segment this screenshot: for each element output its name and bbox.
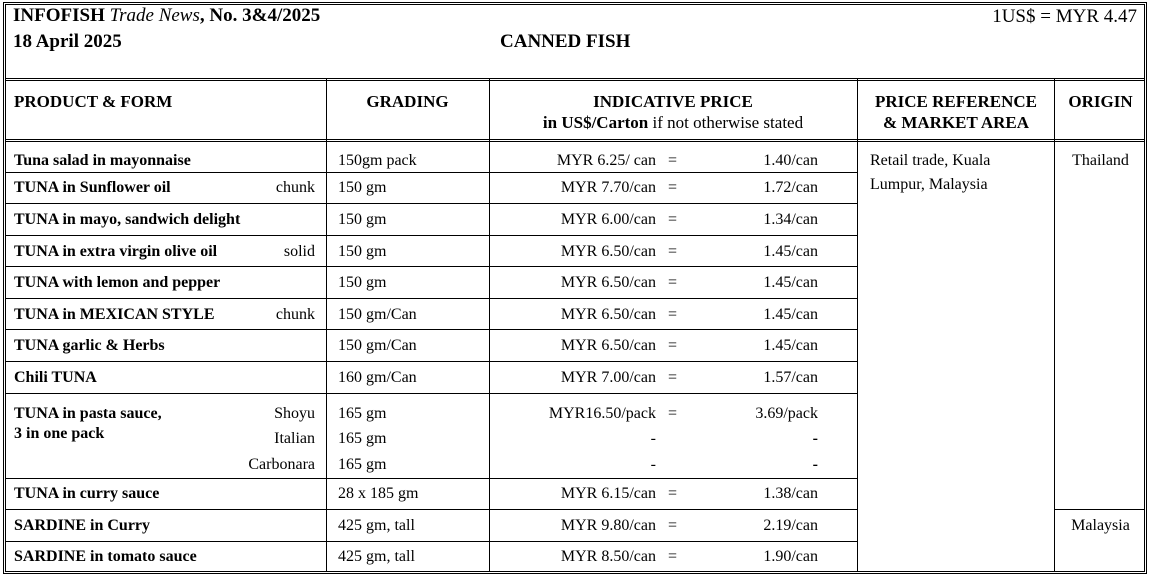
local-price: MYR 6.15/can [560, 485, 656, 502]
equals-sign: = [668, 211, 678, 228]
grading-value: 425 gm, tall [338, 517, 415, 534]
usd-price: - [812, 456, 818, 473]
product-name: SARDINE in Curry [14, 517, 151, 534]
reference-text-line2: Lumpur, Malaysia [870, 176, 988, 193]
local-price: MYR16.50/pack [548, 405, 656, 422]
grading-value: 150 gm [338, 211, 387, 228]
grading-value: 150 gm/Can [338, 306, 417, 323]
equals-sign: = [668, 405, 678, 422]
equals-sign: = [668, 485, 678, 502]
grading-value: 150 gm [338, 274, 387, 291]
local-price: MYR 6.50/can [560, 243, 656, 260]
product-name: TUNA with lemon and pepper [14, 274, 221, 291]
product-name-cont: 3 in one pack [14, 425, 105, 442]
local-price: - [650, 430, 656, 447]
product-name: TUNA in Sunflower oil [14, 179, 171, 196]
local-price: - [650, 456, 656, 473]
local-price: MYR 6.50/can [560, 306, 656, 323]
price-title: INDICATIVE PRICE [593, 92, 753, 111]
usd-price: 1.57/can [763, 369, 818, 386]
local-price: MYR 8.50/can [560, 548, 656, 565]
col-header-reference [858, 91, 1054, 133]
product-name: TUNA garlic & Herbs [14, 337, 165, 354]
reference-line2: & MARKET AREA [882, 113, 1030, 132]
product-name: TUNA in pasta sauce, [14, 405, 162, 422]
reference-text-line1: Retail trade, Kuala [870, 152, 991, 169]
usd-price: 3.69/pack [755, 405, 818, 422]
col-header-origin: ORIGIN [1068, 92, 1133, 111]
equals-sign: = [668, 517, 678, 534]
usd-price: 1.38/can [763, 485, 818, 502]
price-unit-note: if not otherwise stated [648, 113, 804, 132]
issue-number: , No. 3&4/2025 [199, 5, 321, 26]
equals-sign: = [668, 548, 678, 565]
grading-value: 165 gm [338, 430, 387, 447]
local-price: MYR 6.00/can [560, 211, 656, 228]
usd-price: 1.45/can [763, 243, 818, 260]
usd-price: - [812, 430, 818, 447]
origin-thailand: Thailand [1072, 152, 1129, 169]
grading-value: 165 gm [338, 456, 387, 473]
usd-price: 1.72/can [763, 179, 818, 196]
reference-line1: PRICE REFERENCE [875, 92, 1037, 111]
equals-sign: = [668, 152, 678, 169]
equals-sign: = [668, 337, 678, 354]
product-name: TUNA in curry sauce [14, 485, 160, 502]
grading-value: 28 x 185 gm [338, 485, 419, 502]
product-name: Tuna salad in mayonnaise [14, 152, 191, 169]
usd-price: 1.45/can [763, 306, 818, 323]
equals-sign: = [668, 243, 678, 260]
product-name: Chili TUNA [14, 369, 97, 386]
grading-value: 150gm pack [338, 152, 417, 169]
grading-value: 165 gm [338, 405, 387, 422]
col-header-grading: GRADING [366, 92, 449, 111]
category-title: CANNED FISH [500, 31, 631, 52]
grading-value: 150 gm [338, 179, 387, 196]
local-price: MYR 7.70/can [560, 179, 656, 196]
product-form: solid [283, 243, 315, 260]
usd-price: 2.19/can [763, 517, 818, 534]
col-header-product: PRODUCT & FORM [14, 92, 173, 111]
product-form: chunk [275, 306, 315, 323]
product-name: TUNA in mayo, sandwich delight [14, 211, 241, 228]
grading-value: 150 gm [338, 243, 387, 260]
product-form: Italian [274, 430, 315, 447]
local-price: MYR 9.80/can [560, 517, 656, 534]
product-form: Carbonara [248, 456, 315, 473]
equals-sign: = [668, 369, 678, 386]
publication-italic: Trade News [109, 5, 200, 26]
price-unit: in US$/Carton [542, 113, 649, 132]
usd-price: 1.40/can [763, 152, 818, 169]
product-name: SARDINE in tomato sauce [14, 548, 197, 565]
product-name: TUNA in extra virgin olive oil [14, 243, 218, 260]
publication-name: INFOFISH [13, 5, 105, 26]
local-price: MYR 6.50/can [560, 274, 656, 291]
product-name: TUNA in MEXICAN STYLE [14, 306, 215, 323]
origin-malaysia: Malaysia [1071, 517, 1130, 534]
product-form: chunk [275, 179, 315, 196]
usd-price: 1.45/can [763, 337, 818, 354]
exchange-rate: 1US$ = MYR 4.47 [992, 6, 1137, 27]
report-date: 18 April 2025 [13, 31, 122, 52]
grading-value: 160 gm/Can [338, 369, 417, 386]
usd-price: 1.34/can [763, 211, 818, 228]
grading-value: 150 gm/Can [338, 337, 417, 354]
col-header-price [489, 91, 857, 133]
product-form: Shoyu [274, 405, 315, 422]
publication-title [13, 5, 320, 27]
local-price: MYR 6.50/can [560, 337, 656, 354]
grading-value: 425 gm, tall [338, 548, 415, 565]
equals-sign: = [668, 306, 678, 323]
usd-price: 1.45/can [763, 274, 818, 291]
usd-price: 1.90/can [763, 548, 818, 565]
equals-sign: = [668, 274, 678, 291]
equals-sign: = [668, 179, 678, 196]
local-price: MYR 7.00/can [560, 369, 656, 386]
local-price: MYR 6.25/ can [556, 152, 656, 169]
